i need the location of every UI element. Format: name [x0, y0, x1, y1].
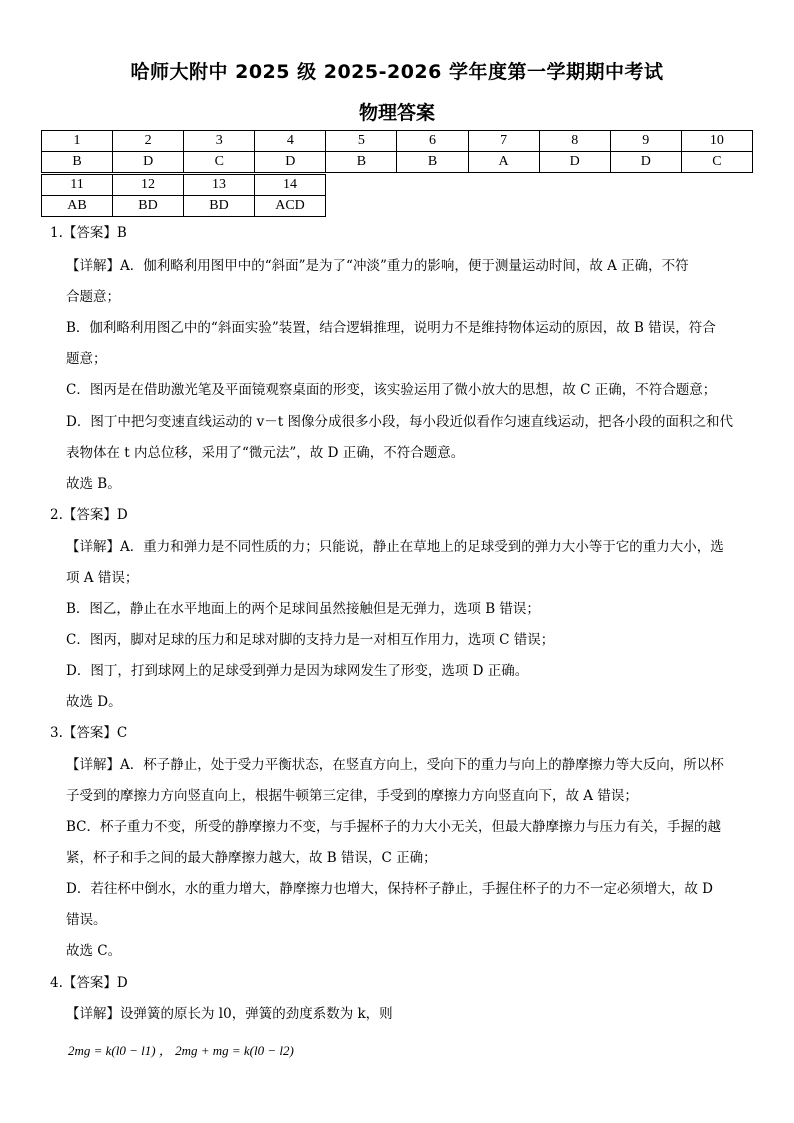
answer-table-row-1 — [41, 130, 753, 173]
question-number: 4 — [255, 131, 326, 152]
answer-key: D — [113, 152, 184, 173]
question-2-explanation-line: 项 A 错误； — [66, 570, 139, 586]
answer-key: A — [468, 152, 539, 173]
answer-key-row — [42, 196, 326, 217]
answer-key: AB — [42, 196, 113, 217]
question-number: 1 — [42, 131, 113, 152]
question-3-explanation-line: 子受到的摩擦力方向竖直向上，根据牛顿第三定律，手受到的摩擦力方向竖直向下，故 A 错误； — [66, 788, 638, 804]
question-1-explanation-line: C．图丙是在借助激光笔及平面镜观察桌面的形变，该实验运用了微小放大的思想，故 C 正确，不符合题意； — [66, 382, 717, 398]
question-number: 7 — [468, 131, 539, 152]
question-3-explanation-line: 紧，杯子和手之间的最大静摩擦力越大，故 B 错误，C 正确； — [66, 850, 437, 866]
answer-key-row — [42, 152, 753, 173]
question-2-explanation-line: B．图乙，静止在水平地面上的两个足球间虽然接触但是无弹力，选项 B 错误； — [66, 601, 540, 617]
answer-number-row — [42, 131, 753, 152]
question-3-explanation-line: BC．杯子重力不变，所受的静摩擦力不变，与手握杯子的力大小无关，但最大静摩擦力与压力有关，手握的越 — [66, 819, 721, 835]
question-1-conclusion: 故选 B。 — [66, 476, 121, 492]
question-1-explanation-line: 合题意； — [66, 289, 120, 305]
answer-table-row-2 — [41, 174, 326, 217]
question-3-explanation-line: 错误。 — [66, 912, 107, 928]
answer-key: D — [255, 152, 326, 173]
answer-key: BD — [184, 196, 255, 217]
question-number: 10 — [681, 131, 752, 152]
question-number: 6 — [397, 131, 468, 152]
question-1-explanation-line: D．图丁中把匀变速直线运动的 v－t 图像分成很多小段，每小段近似看作匀速直线运动，把各小段的面积之和代 — [66, 414, 733, 430]
question-1-explanation-line: B．伽利略利用图乙中的“斜面实验”装置，结合逻辑推理，说明力不是维持物体运动的原因，故 B 错误，符合 — [66, 320, 716, 336]
question-number: 11 — [42, 175, 113, 196]
question-3-explanation-line: 【详解】A．杯子静止，处于受力平衡状态，在竖直方向上，受向下的重力与向上的静摩擦力等大反向，所以杯 — [66, 757, 724, 773]
question-3-answer: 3.【答案】C — [50, 725, 128, 741]
question-number: 5 — [326, 131, 397, 152]
answer-key: B — [42, 152, 113, 173]
page-title: 哈师大附中 2025 级 2025-2026 学年度第一学期期中考试 — [130, 61, 664, 83]
answer-key: BD — [113, 196, 184, 217]
question-1-explanation-line: 【详解】A．伽利略利用图甲中的“斜面”是为了“冲淡”重力的影响，便于测量运动时间，故 A 正确，不符 — [66, 258, 689, 274]
question-4-explanation-line: 【详解】设弹簧的原长为 l0，弹簧的劲度系数为 k，则 — [66, 1006, 393, 1022]
question-number: 2 — [113, 131, 184, 152]
question-number: 8 — [539, 131, 610, 152]
question-4-answer: 4.【答案】D — [50, 975, 128, 991]
question-1-explanation-line: 表物体在 t 内总位移，采用了“微元法”，故 D 正确，不符合题意。 — [66, 445, 465, 461]
page-subtitle: 物理答案 — [358, 102, 435, 124]
question-number: 3 — [184, 131, 255, 152]
question-2-explanation-line: C．图丙，脚对足球的压力和足球对脚的支持力是一对相互作用力，选项 C 错误； — [66, 632, 555, 648]
question-1-explanation-line: 题意； — [66, 351, 107, 367]
question-number: 12 — [113, 175, 184, 196]
question-number: 9 — [610, 131, 681, 152]
answer-key: C — [184, 152, 255, 173]
question-3-explanation-line: D．若往杯中倒水，水的重力增大，静摩擦力也增大，保持杯子静止，手握住杯子的力不一定必须增大，故 D — [66, 881, 713, 897]
answer-key: B — [326, 152, 397, 173]
answer-key: B — [397, 152, 468, 173]
spring-equation: 2mg = k(l0 − l1) ， 2mg + mg = k(l0 − l2) — [68, 1043, 294, 1058]
question-1-answer: 1.【答案】B — [50, 225, 127, 241]
answer-key: C — [681, 152, 752, 173]
question-3-conclusion: 故选 C。 — [66, 943, 122, 959]
question-2-explanation-line: D．图丁，打到球网上的足球受到弹力是因为球网发生了形变，选项 D 正确。 — [66, 663, 529, 679]
question-2-answer: 2.【答案】D — [50, 507, 128, 523]
answer-key: ACD — [255, 196, 326, 217]
question-number: 13 — [184, 175, 255, 196]
question-2-explanation-line: 【详解】A．重力和弹力是不同性质的力；只能说，静止在草地上的足球受到的弹力大小等于它的重力大小，选 — [66, 539, 724, 555]
answer-key: D — [539, 152, 610, 173]
question-number: 14 — [255, 175, 326, 196]
answer-key: D — [610, 152, 681, 173]
answer-number-row — [42, 175, 326, 196]
question-2-conclusion: 故选 D。 — [66, 694, 122, 710]
